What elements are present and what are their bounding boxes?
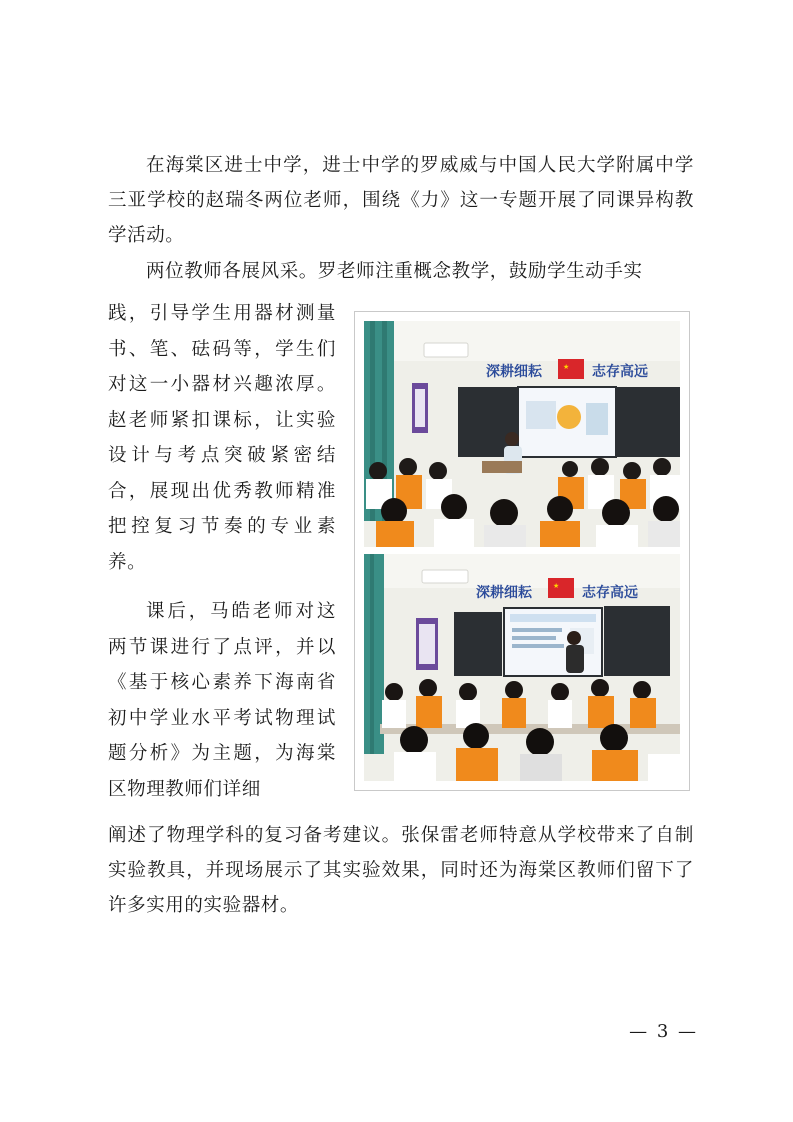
classroom-photo-1	[364, 321, 680, 547]
paragraph-2-wrapped: 践，引导学生用器材测量书、笔、砝码等，学生们对这一小器材兴趣浓厚。赵老师紧扣课标，让实验设计与考点突破紧密结合，展现出优秀教师精准把控复习节奏的专业素养。	[108, 303, 336, 573]
classroom-photo-2	[364, 554, 680, 781]
banner-left-text: 深耕细耘	[486, 364, 542, 380]
paragraph-2-lead: 两位教师各展风采。罗老师注重概念教学，鼓励学生动手实	[146, 261, 643, 282]
banner-right-text: 志存高远	[592, 364, 648, 380]
paragraph-3-wrapped: 课后，马皓老师对这两节课进行了点评，并以《基于核心素养下海南省初中学业水平考试物理试题分析》为主题，为海棠区物理教师们详细	[108, 601, 336, 800]
photo-frame	[354, 311, 690, 791]
svg-text:★: ★	[563, 363, 570, 371]
banner-left-text-2: 深耕细耘	[476, 585, 532, 601]
svg-text:★: ★	[553, 582, 560, 590]
paragraph-3-continued: 阐述了物理学科的复习备考建议。张保雷老师特意从学校带来了自制实验教具，并现场展示了其实验效果，同时还为海棠区教师们留下了许多实用的实验器材。	[108, 825, 694, 916]
banner-right-text-2: 志存高远	[582, 585, 638, 601]
page-number: — 3 —	[629, 1021, 698, 1042]
paragraph-1: 在海棠区进士中学，进士中学的罗威威与中国人民大学附属中学三亚学校的赵瑞冬两位老师，围绕《力》这一专题开展了同课异构教学活动。	[108, 155, 694, 246]
